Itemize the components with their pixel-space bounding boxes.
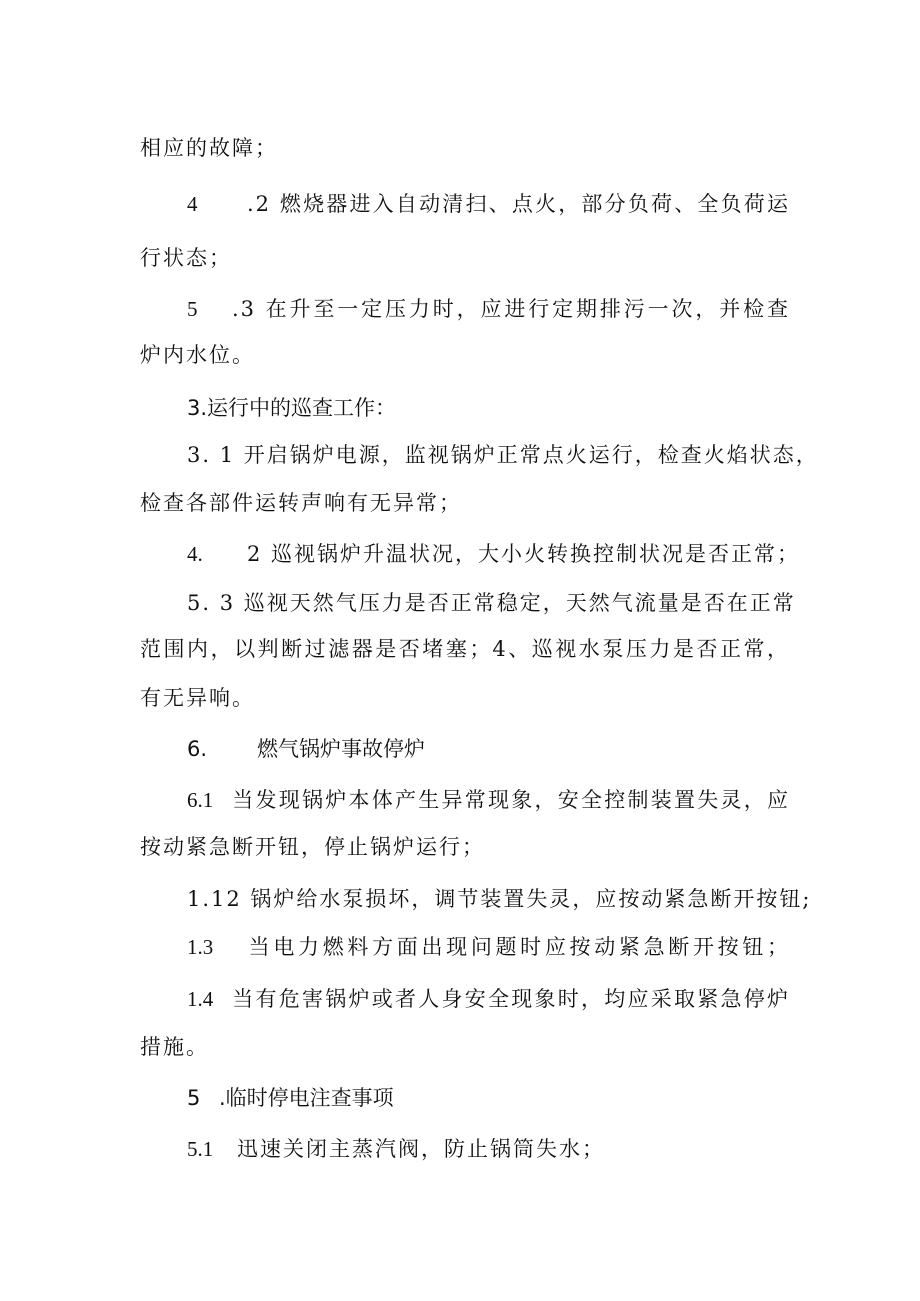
item-number: 5 xyxy=(187,297,198,321)
paragraph-line xyxy=(140,243,790,273)
line-text: 2 巡视锅炉升温状况，大小火转换控制状况是否正常； xyxy=(247,542,801,566)
paragraph-line xyxy=(187,189,790,219)
line-text: 5. 3 巡视天然气压力是否正常稳定，天然气流量是否在正常 xyxy=(187,591,796,615)
heading-text: .临时停电注查事项 xyxy=(219,1086,394,1110)
paragraph-line xyxy=(187,1134,790,1164)
paragraph-line xyxy=(140,832,790,862)
paragraph-line xyxy=(187,440,819,470)
paragraph-line xyxy=(187,294,790,324)
heading-text: 3.运行中的巡查工作： xyxy=(187,396,397,420)
item-number: 4. xyxy=(187,542,203,566)
line-text: 行状态； xyxy=(140,246,232,270)
paragraph-line xyxy=(140,488,790,518)
section-heading xyxy=(187,393,790,423)
paragraph-line xyxy=(187,884,812,914)
line-text: 检查各部件运转声响有无异常； xyxy=(140,491,462,515)
line-text: 迅速关闭主蒸汽阀，防止锅筒失水； xyxy=(237,1137,605,1161)
line-text: 当发现锅炉本体产生异常现象，安全控制装置失灵，应 xyxy=(232,788,790,812)
line-text: 3. 1 开启锅炉电源，监视锅炉正常点火运行，检查火焰状态， xyxy=(187,443,819,467)
line-text: .2 燃烧器进入自动清扫、点火，部分负荷、全负荷运 xyxy=(247,192,790,216)
line-text: 1.12 锅炉给水泵损坏，调节装置失灵，应按动紧急断开按钮; xyxy=(187,887,812,911)
paragraph-line xyxy=(187,588,796,618)
line-text: 有无异响。 xyxy=(140,686,255,710)
line-text: 措施。 xyxy=(140,1035,209,1059)
line-text: 范围内，以判断过滤器是否堵塞；4、巡视水泵压力是否正常， xyxy=(140,637,790,661)
paragraph-line xyxy=(140,340,790,370)
line-text: 炉内水位。 xyxy=(140,343,255,367)
section-heading xyxy=(187,734,790,764)
section-heading xyxy=(187,1083,790,1113)
paragraph-line xyxy=(140,1032,790,1062)
paragraph-line xyxy=(187,785,790,815)
paragraph-line xyxy=(187,984,790,1014)
paragraph-line xyxy=(140,133,790,163)
paragraph-line xyxy=(140,634,790,664)
item-number: 5.1 xyxy=(187,1137,214,1161)
line-text: 当电力燃料方面出现问题时应按动紧急断开按钮； xyxy=(247,935,790,959)
item-number: 4 xyxy=(187,192,198,216)
line-text: 当有危害锅炉或者人身安全现象时，均应采取紧急停炉 xyxy=(232,987,790,1011)
item-number: 1.4 xyxy=(187,987,214,1011)
heading-text: 燃气锅炉事故停炉 xyxy=(257,737,425,761)
paragraph-line xyxy=(187,539,801,569)
item-number: 1.3 xyxy=(187,935,214,959)
line-text: .3 在升至一定压力时，应进行定期排污一次，并检查 xyxy=(232,297,790,321)
line-text: 按动紧急断开钮，停止锅炉运行； xyxy=(140,835,485,859)
paragraph-line xyxy=(140,683,790,713)
heading-number: 5 xyxy=(187,1086,201,1110)
line-text: 相应的故障； xyxy=(140,136,278,160)
item-number: 6.1 xyxy=(187,788,214,812)
heading-number: 6. xyxy=(187,737,208,761)
paragraph-line xyxy=(187,932,790,962)
